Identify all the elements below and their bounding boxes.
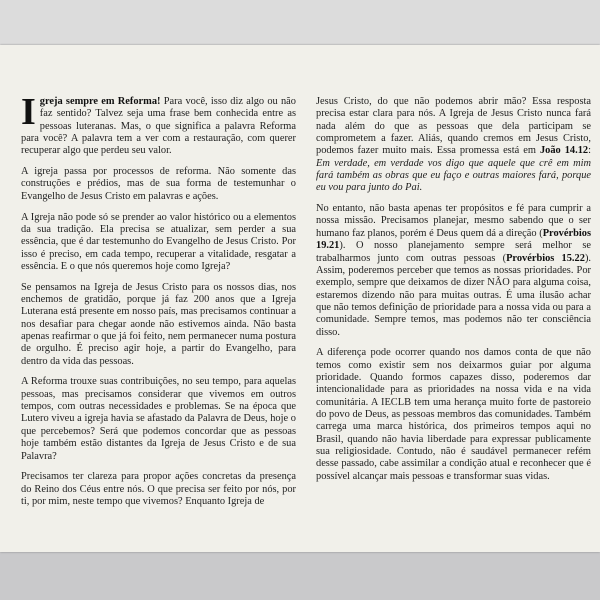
paragraph-7-text: Jesus Cristo, do que não podemos abrir mão? Essa resposta precisa estar clara para nós. A Igreja de Jesus Cristo nunca fará nada além do que as pessoas que dela participam se comprometem a fazer. Aliás, quando cremos em Jesus Cristo, podemos fazer muito mais. Essa promessa está em (316, 96, 591, 157)
paragraph-1-text: Para você, isso diz algo ou não faz sentido? Talvez seja uma frase bem conhecida entre as pessoas luteranas. Mas, o que significa a palavra Reforma para você? A palavra tem a ver com a restauração, com querer recuperar algo que perdeu seu valor. (21, 96, 296, 157)
printed-page (0, 45, 600, 552)
paragraph-6: Precisamos ter clareza para propor ações concretas da presença do Reino dos Céus entre nós. O que precisa ser feito por nós, por ti, por mim, neste tempo que vivemos? Enquanto Igreja de (21, 471, 296, 507)
background-bottom (0, 552, 600, 600)
paragraph-8-text-b: ). O nosso planejamento sempre será melhor se trabalharmos junto com outras pessoas ( (316, 240, 591, 264)
paragraph-7 (316, 96, 591, 195)
left-column (21, 91, 296, 517)
bible-quote: Em verdade, em verdade vos digo que aquele que crê em mim fará também as obras que eu faço e outras maiores fará, porque eu vou para junto do Pai. (316, 157, 591, 194)
paragraph-8-text-a: No entanto, não basta apenas ter propósitos e fé para cumprir a nossa missão. Precisamos planejar, mesmo sabendo que o ser humano faz planos, porém é Deus quem dá a direção ( (316, 203, 591, 239)
paragraph-4: Se pensamos na Igreja de Jesus Cristo para os nossos dias, nos enchemos de gratidão, porque já faz 200 anos que a Igreja Luterana está presente em nosso país, mas precisamos continuar a nos desafiar para chegar aonde não estivemos ainda. Não basta apenas reafirmar o que já foi feito, nem permanecer numa postura de orgulho. É preciso agir hoje, a partir do Evangelho, para dentro da vida das pessoas. (21, 281, 296, 367)
paragraph-2: A igreja passa por processos de reforma. Não somente das construções e prédios, mas de sua forma de testemunhar o Evangelho de Jesus Cristo em palavras e ações. (21, 166, 296, 202)
bible-reference: Provérbios 19.21 (316, 227, 591, 252)
drop-cap: I (21, 91, 36, 133)
paragraph-8-text-c: ). Assim, poderemos perceber que temos as nossas prioridades. Por exemplo, sempre que deixamos de dizer NÃO para alguma coisa, estaremos dizendo não para muitas outras. É uma ilusão achar que não temos definição de prioridade para a nossa vida ou para a comunidade. Sempre temos, mas podemos não ter consciência disso. (316, 252, 591, 338)
paragraph-7-colon: : (588, 145, 591, 157)
paragraph-8 (316, 203, 591, 339)
right-column (316, 96, 591, 491)
paragraph-3: A Igreja não pode só se prender ao valor histórico ou a elementos da sua tradição. Ela precisa se atualizar, sem perder a sua essência, que é dar testemunho do Evangelho de Jesus Cristo. Por isso é preciso, em cada tempo, recuperar a vitalidade, resgatar a essência. E o que nós queremos hoje como Igreja? (21, 211, 296, 272)
paragraph-5: A Reforma trouxe suas contribuições, no seu tempo, para aquelas pessoas, mas precisamos considerar que vivemos em outros tempos, com outras necessidades e problemas. Se na época que Lutero viveu a igreja havia se afastado da Palavra de Deus, hoje o que percebemos? Será que podemos concordar que as pessoas hoje também estão distantes da Igreja de Jesus Cristo e de sua Palavra? (21, 376, 296, 462)
bible-reference: João 14.12 (539, 145, 589, 157)
lead-heading: greja sempre em Reforma! (39, 96, 161, 107)
paragraph-1 (21, 91, 296, 158)
background-top (0, 0, 600, 45)
paragraph-9: A diferença pode ocorrer quando nos damos conta de que não temos como existir sem nos deixarmos guiar por alguma prioridade. Quando formos capazes disso, poderemos dar intencionalidade para as prioridades na nossa vida e na vida comunitária. A IECLB tem uma herança muito forte de pastoreio do povo de Deus, as pessoas membros das comunidades. Também carrega uma marca histórica, dos primeiros tempos aqui no Brasil, quando não havia liberdade para expressar publicamente sua religiosidade. Contudo, não é saudável permanecer refém desse passado, cabe assimilar a condição atual e reconhecer que é possível alcançar mais pessoas e transformar suas vidas. (316, 347, 591, 482)
bible-reference: Provérbios 15.22 (506, 252, 585, 264)
